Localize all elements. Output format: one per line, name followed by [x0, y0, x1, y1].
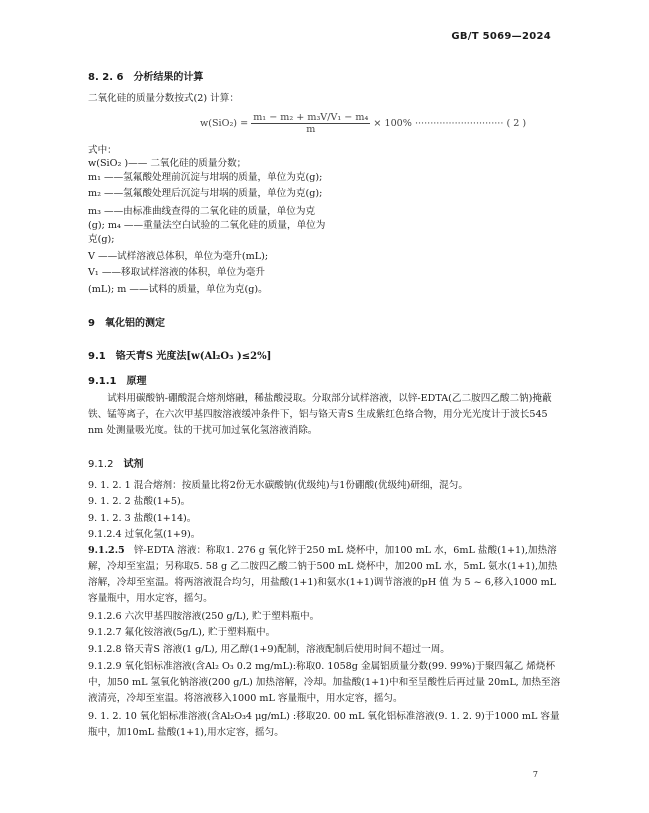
section-title: 试剂	[123, 459, 144, 470]
def-line: w(SiO₂ )—— 二氧化硅的质量分数；	[88, 158, 247, 169]
reagent-item: 9. 1. 2. 3 盐酸(1+14)。	[88, 513, 197, 524]
section-number: 9.1	[88, 351, 106, 362]
formula-tail: × 100% ····························· ( 2 )	[373, 118, 527, 129]
def-line: (g); m₄ ——重量法空白试验的二氧化硅的质量，单位为	[88, 220, 326, 231]
reagent-item: 9.1.2.4 过氧化氢(1+9)。	[88, 529, 201, 540]
section-number: 8. 2. 6	[88, 72, 124, 83]
section-number: 9.1.1	[88, 376, 117, 387]
section-9-1-1-heading	[88, 372, 146, 387]
formula-2	[200, 112, 580, 138]
def-line: m₁ ——氢氟酸处理前沉淀与坩埚的质量，单位为克(g);	[88, 172, 323, 183]
reagent-item: 9. 1. 2. 1 混合熔剂：按质量比将2份无水碳酸钠(优级纯)与1份硼酸(优级纯)研细，混匀。	[88, 480, 468, 491]
reagent-item-9-1-2-9: 9.1.2.9 氧化铝标准溶液(含Al₂ O₃ 0.2 mg/mL):称取0. 1058g 金属铝质量分数(99. 99%)于聚四氟乙 烯烧杯中，加50 mL 氢氧化钠溶液(200 g/L) 加热溶解，冷却。加盐酸(1+1)中和至呈酸性后再过量 20mL, 加热至溶液清亮，冷却至室温。将溶液移入1000 mL 容量瓶中，用水定容，摇匀。	[88, 661, 561, 704]
def-line: V₁ ——移取试样溶液的体积，单位为毫升	[88, 267, 265, 278]
section-number: 9	[88, 318, 95, 329]
formula-intro: 二氧化硅的质量分数按式(2) 计算：	[88, 93, 239, 104]
reagent-item: 9.1.2.7 氟化铵溶液(5g/L), 贮于塑料瓶中。	[88, 627, 276, 638]
reagent-text: 锌-EDTA 溶液：称取1. 276 g 氧化锌于250 mL 烧杯中，加100 mL 水，6mL 盐酸(1+1),加热溶解，冷却至室温；另称取5. 58 g 乙二胺四乙酸二钠于500 mL 烧杯中，加200 mL 水，5mL 氨水(1+1),加热溶解，冷却至室温。将两溶液混合均匀，用盐酸(1+1)和氨水(1+1)调节溶液的pH 值 为 5 ~ 6,移入1000 mL容量瓶中，用水定容，摇匀。	[88, 545, 558, 604]
formula-denominator: m	[306, 124, 316, 135]
formula-numerator: m₁ − m₂ + m₃V/V₁ − m₄	[253, 112, 369, 123]
def-line: m₂ ——氢氟酸处理后沉淀与坩埚的质量，单位为克(g);	[88, 188, 323, 199]
reagent-item: 9.1.2.6 六次甲基四胺溶液(250 g/L), 贮于塑料瓶中。	[88, 611, 320, 622]
reagent-item-9-1-2-10: 9. 1. 2. 10 氧化铝标准溶液(含Al₂O₃4 μg/mL) :移取20. 00 mL 氧化铝标准溶液(9. 1. 2. 9)于1000 mL 容量瓶中，加10mL 盐酸(1+1),用水定容，摇匀。	[88, 711, 560, 738]
section-title: 氧化铝的测定	[104, 318, 165, 329]
def-line: V ——试样溶液总体积，单位为毫升(mL);	[88, 251, 269, 262]
section-9-1-heading	[88, 347, 271, 362]
formula-lhs: w(SiO₂) =	[200, 118, 249, 129]
standard-header: GB/T 5069—2024	[451, 31, 551, 42]
reagent-number: 9.1.2.5	[88, 545, 125, 556]
reagent-item-9-1-2-5	[88, 543, 562, 607]
section-8-2-6-heading	[88, 68, 203, 83]
section-title: 铬天青S 光度法[w(Al₂O₃ )≤2%]	[115, 351, 272, 362]
page-number: 7	[532, 770, 538, 779]
def-line: (mL); m ——试料的质量，单位为克(g)。	[88, 284, 268, 295]
defs-title: 式中：	[88, 145, 117, 156]
section-title: 分析结果的计算	[133, 72, 204, 83]
section-9-heading	[88, 314, 165, 329]
def-line: 克(g);	[88, 234, 115, 245]
section-9-1-2-heading	[88, 455, 143, 470]
reagent-item: 9. 1. 2. 2 盐酸(1+5)。	[88, 496, 191, 507]
section-number: 9.1.2	[88, 459, 114, 470]
principle-paragraph: 试料用碳酸钠-硼酸混合熔剂熔融，稀盐酸浸取。分取部分试样溶液，以锌-EDTA(乙二胺四乙酸二钠)掩蔽铁、锰等离子，在六次甲基四胺溶液缓冲条件下，铝与铬天青S 生成紫红色络合物，用分光光度计于波长545 nm 处测量吸光度。钛的干扰可加过氧化氢溶液消除。	[88, 393, 552, 436]
reagent-item: 9.1.2.8 铬天青S 溶液(1 g/L), 用乙醇(1+9)配制，溶液配制后使用时间不超过一周。	[88, 644, 450, 655]
def-line: m₃ ——由标准曲线查得的二氧化硅的质量，单位为克	[88, 206, 316, 217]
section-title: 原理	[126, 376, 147, 387]
formula-fraction	[251, 112, 370, 135]
